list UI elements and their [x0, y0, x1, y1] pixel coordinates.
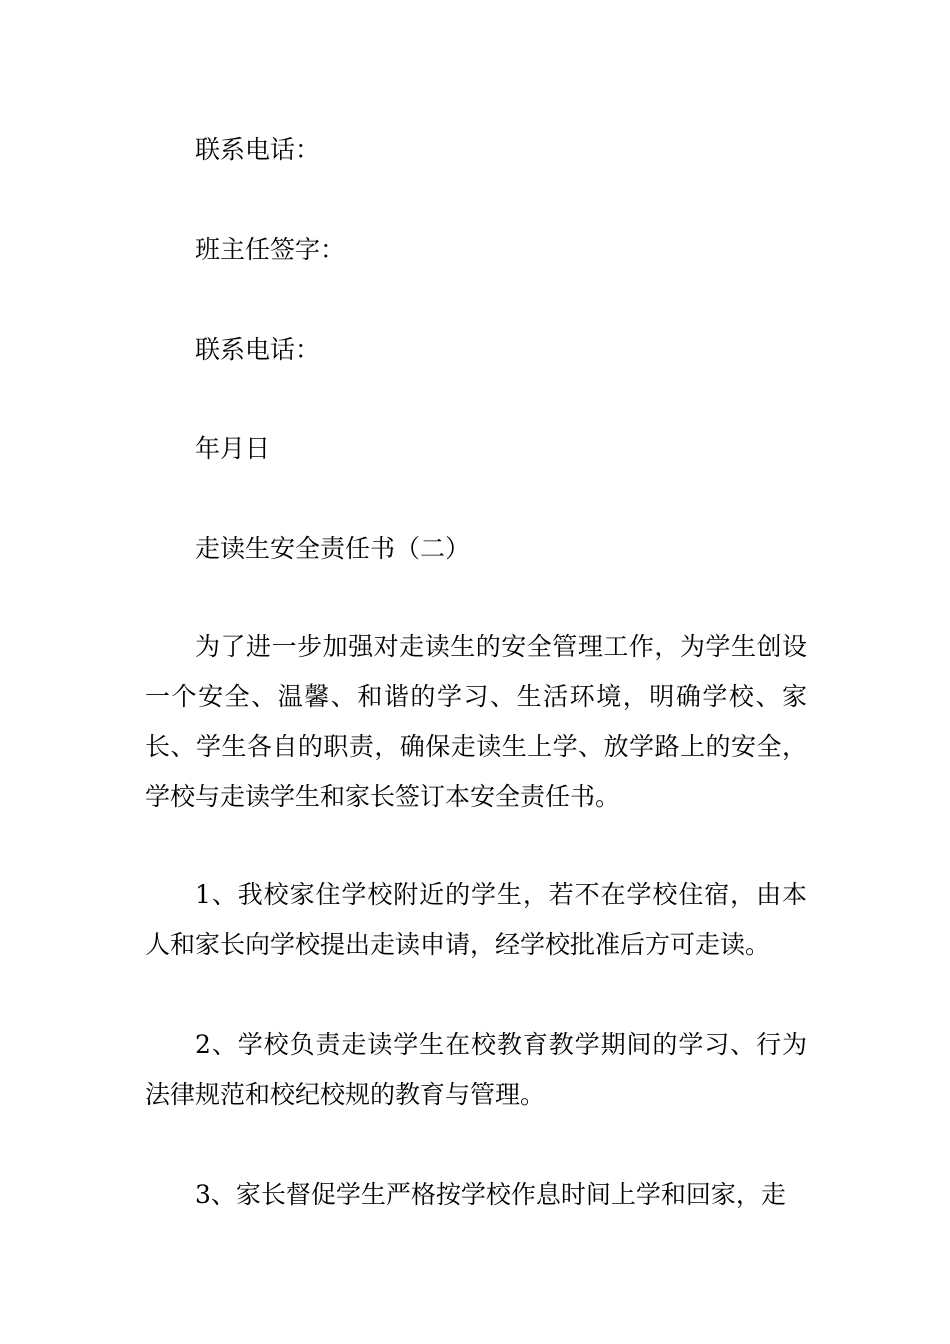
head-teacher-signature-label: 班主任签字： — [195, 235, 346, 264]
section-title: 走读生安全责任书（二） — [195, 534, 471, 563]
clause-3-paragraph: 3、家长督促学生严格按学校作息时间上学和回家，走 — [195, 1180, 786, 1209]
clause-1-paragraph: 1、我校家住学校附近的学生，若不在学校住宿，由本人和家长向学校提出走读申请，经学校批准后方可走读。 — [145, 880, 807, 959]
contact-phone-label-2: 联系电话： — [195, 335, 321, 364]
intro-paragraph: 为了进一步加强对走读生的安全管理工作，为学生创设一个安全、温馨、和谐的学习、生活环境，明确学校、家长、学生各自的职责，确保走读生上学、放学路上的安全，学校与走读学生和家长签订本安全责任书。 — [145, 632, 807, 811]
contact-phone-label: 联系电话： — [195, 135, 321, 164]
date-label: 年月日 — [195, 434, 271, 463]
clause-2-paragraph: 2、学校负责走读学生在校教育教学期间的学习、行为法律规范和校纪校规的教育与管理。 — [145, 1030, 807, 1109]
